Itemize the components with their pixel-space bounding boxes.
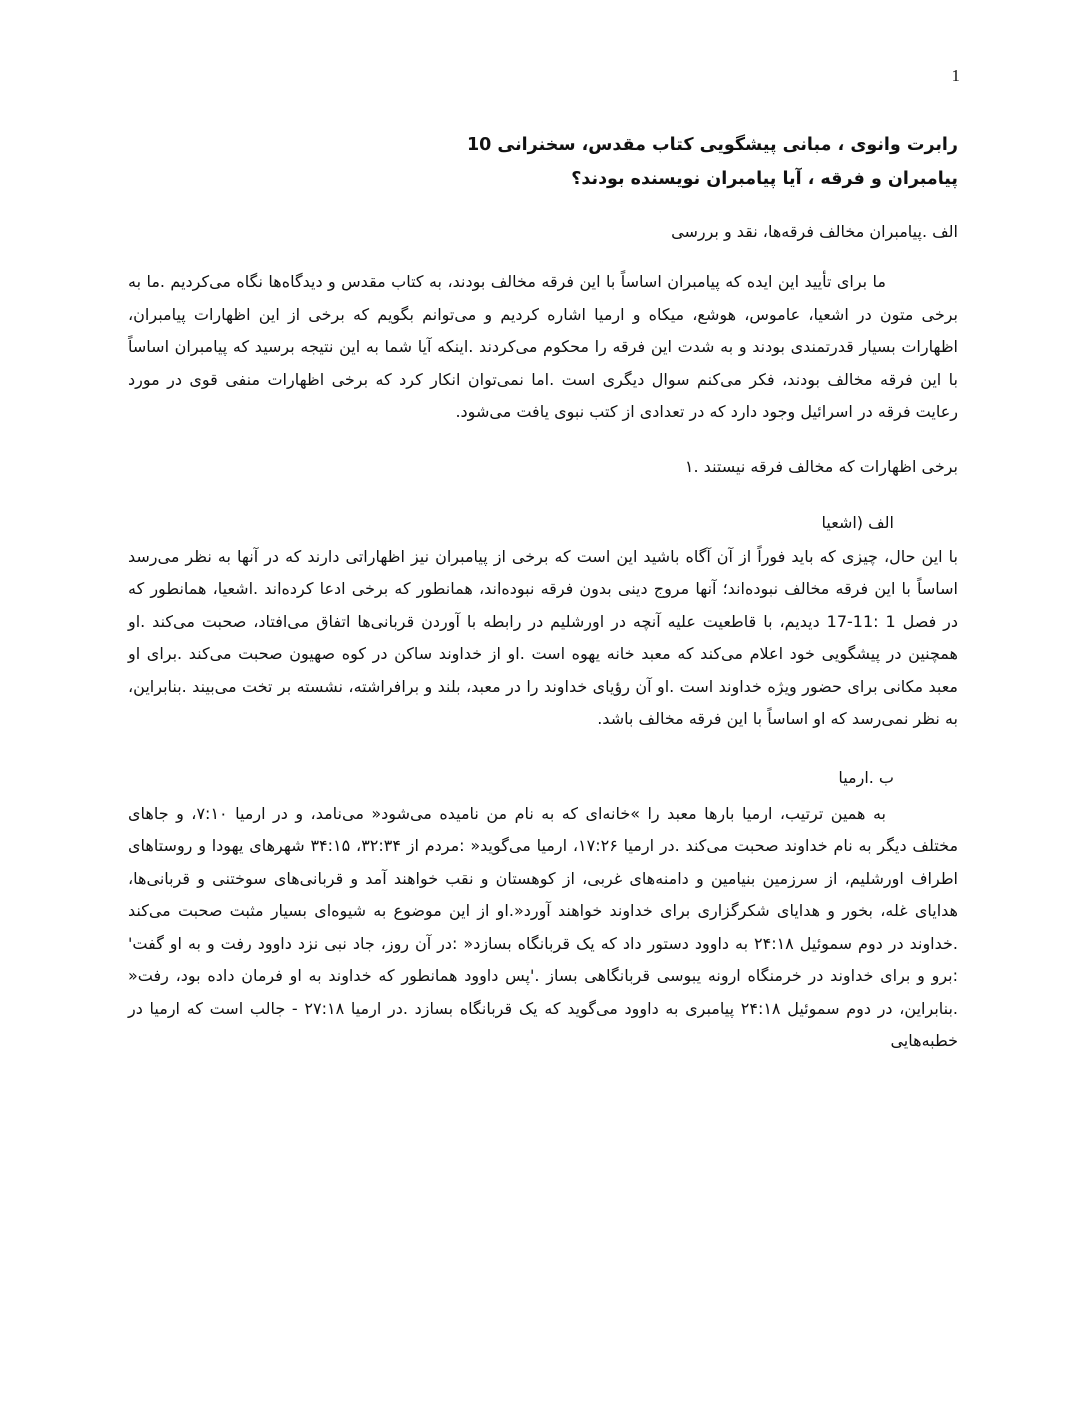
document-title-line-2: پیامبران و فرقه ، آیا پیامبران نویسنده بودند؟ (571, 169, 958, 189)
isaiah-heading: الف (اشعیا (821, 512, 894, 532)
section-1-heading: برخی اظهارات که مخالف فرقه نیستند .۱ (684, 456, 958, 476)
section-a-heading: الف .پیامبران مخالف فرقه‌ها، نقد و بررسی (671, 222, 958, 241)
isaiah-paragraph: با این حال، چیزی که باید فوراً از آن آگاه باشید این است که برخی از پیامبران نیز اظهاراتی دارند که در آنها به نظر می‌رسد اساساً با این فرقه مخالف نبوده‌اند؛ آنها مروج دینی بدون فرقه نبوده‌اند، همانطور که برخی ادعا کرده‌اند .اشعیا، همانطور که در فصل 1 :11-17 دیدیم، با قاطعیت علیه آنچه در اورشلیم در رابطه با آوردن قربانی‌ها اتفاق می‌افتاد، صحبت می‌کند .او همچنین در پیشگویی خود اعلام می‌کند که معبد خانه یهوه است .او از خداوند ساکن در کوه صهیون صحبت می‌کند .برای او معبد مکانی برای حضور ویژه خداوند است .او آن رؤیای خداوند را در معبد، بلند و برافراشته، نشسته بر تخت می‌بیند .بنابراین، به نظر نمی‌رسد که او اساساً با این فرقه مخالف باشد. (128, 546, 958, 728)
document-title-line-1: رابرت وانوی ، مبانی پیشگویی کتاب مقدس، سخنرانی 10 (466, 135, 958, 155)
jeremiah-heading: ب .ارمیا (838, 767, 894, 787)
section-a-paragraph: ما برای تأیید این ایده که پیامبران اساساً با این فرقه مخالف بودند، به کتاب مقدس و دیدگاه‌ها نگاه می‌کردیم .ما به برخی متون در اشعیا، عاموس، هوشع، میکاه و ارمیا اشاره کردیم و می‌توانم بگویم که برخی از این اظهارات پیامبران، اظهارات بسیار قدرتمندی بودند و به شدت این فرقه را محکوم می‌کردند .اینکه آیا شما به این نتیجه برسید که پیامبران اساساً با این فرقه مخالف بودند، فکر می‌کنم سوال دیگری است .اما نمی‌توان انکار کرد که برخی اظهارات منفی قوی در مورد رعایت فرقه در اسرائیل وجود دارد که در تعدادی از کتب نبوی یافت می‌شود. (128, 272, 958, 421)
page-number: 1 (951, 66, 960, 85)
jeremiah-paragraph: به همین ترتیب، ارمیا بارها معبد را »خانه‌ای که به نام من نامیده می‌شود« می‌نامد، و در ارمیا ۷:۱۰، و جاهای مختلف دیگر به نام خداوند صحبت می‌کند .در ارمیا ۱۷:۲۶، ارمیا می‌گوید« :مردم از ۳۲:۳۴، ۳۴:۱۵ شهرهای یهودا و روستاهای اطراف اورشلیم، از سرزمین بنیامین و دامنه‌های غربی، از کوهستان و نقب خواهند آمد و قربانی‌های سوختنی و قربانی‌ها، هدایای غله، بخور و هدایای شکرگزاری برای خداوند خواهند آورد«.او از این موضوع به شیوه‌ای بسیار مثبت صحبت می‌کند .خداوند در دوم سموئیل ۲۴:۱۸ به داوود دستور داد که یک قربانگاه بسازد« :در آن روز، جاد نبی نزد داوود رفت و به او گفت' :برو و برای خداوند در خرمنگاه ارونه یبوسی قربانگاهی بساز .'پس داوود همانطور که خداوند به او فرمان داده بود، رفت« .بنابراین، در دوم سموئیل ۲۴:۱۸ پیامبری به داوود می‌گوید که یک قربانگاه بسازد .در ارمیا ۲۷:۱۸ - جالب است که ارمیا در خطبه‌هایی (128, 803, 959, 1050)
document-body (128, 128, 958, 1058)
